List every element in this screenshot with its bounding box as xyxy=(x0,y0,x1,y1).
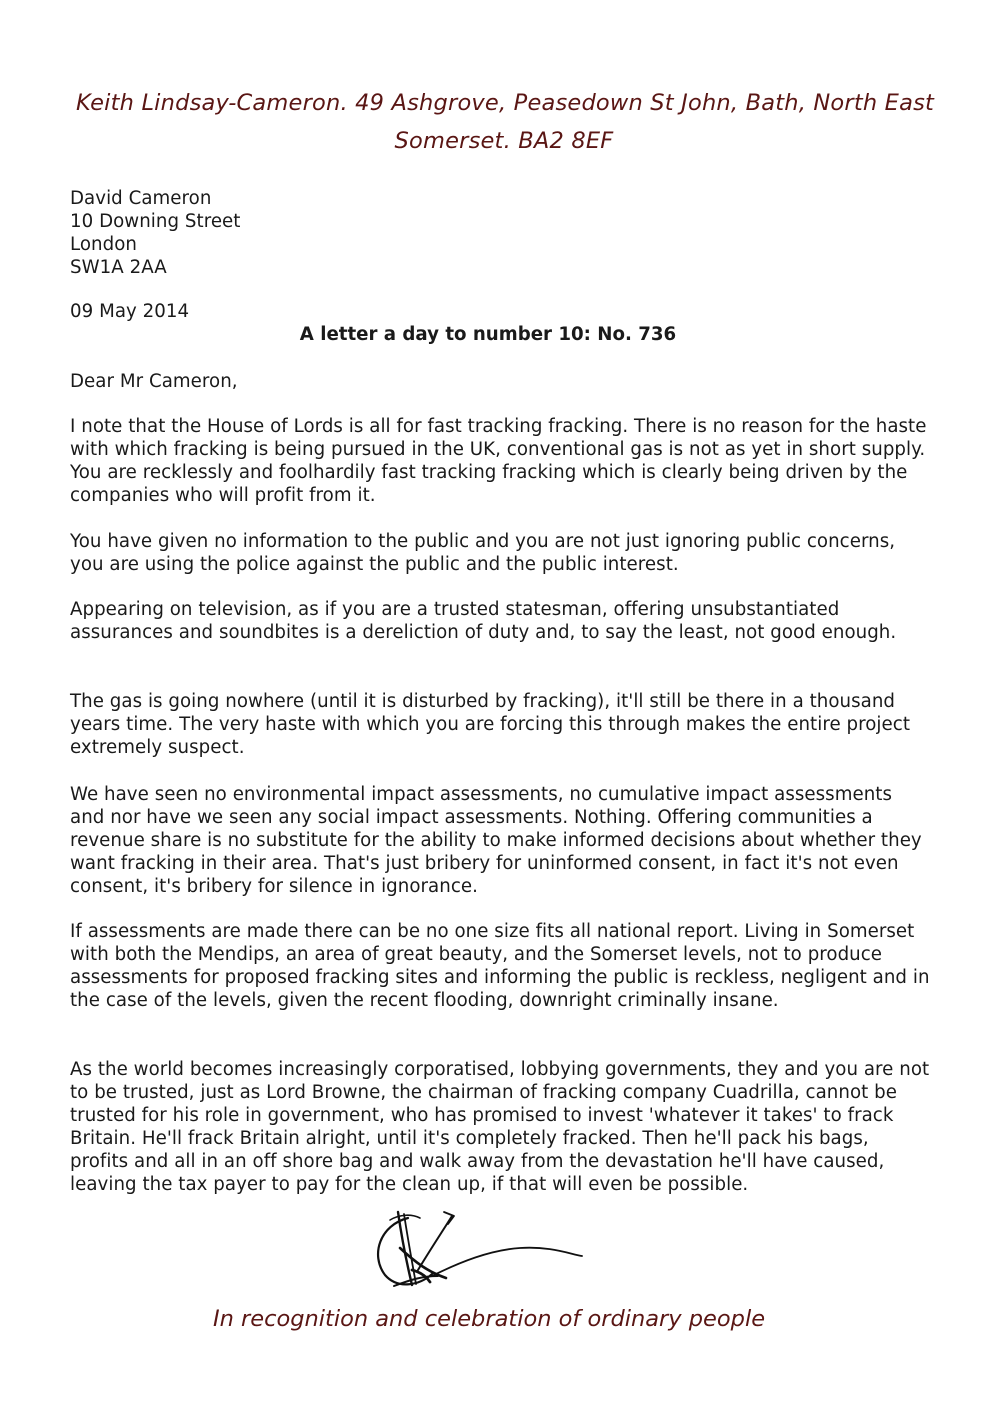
paragraph: Appearing on television, as if you are a trusted statesman, offering unsubstantiated assurances and soundbites is a dereliction of duty and, to say the least, not good enough. xyxy=(70,599,897,643)
footer-tagline xyxy=(0,1300,1000,1338)
handwritten-signature-icon xyxy=(360,1200,600,1300)
letterhead-county-postcode: Somerset. BA2 8EF xyxy=(394,128,614,154)
recipient-street: 10 Downing Street xyxy=(70,211,241,232)
footer-text: In recognition and celebration of ordinary people xyxy=(212,1306,766,1332)
paragraph: As the world becomes increasingly corporatised, lobbying governments, they and you are not to be trusted, just as Lord Browne, the chairman of fracking company Cuadrilla, cannot be trusted for his role in government, who has promised to invest 'whatever it takes' to frack Britain. He'll frack Britain alright, until it's completely fracked. Then he'll pack his bags, profits and all in an off shore bag and walk away from the devastation he'll have caused, leaving the tax payer to pay for the clean up, if that will even be possible. xyxy=(70,1059,930,1195)
letterhead xyxy=(0,84,1000,160)
recipient-postcode: SW1A 2AA xyxy=(70,257,167,278)
paragraph: I note that the House of Lords is all for fast tracking fracking. There is no reason for the haste with which fracking is being pursued in the UK, conventional gas is not as yet in short supply. You are recklessly and foolhardily fast tracking fracking which is clearly being driven by the companies who will profit from it. xyxy=(70,416,927,506)
letterhead-name-address: Keith Lindsay-Cameron. 49 Ashgrove, Peasedown St John, Bath, North East xyxy=(75,90,935,116)
recipient-name: David Cameron xyxy=(70,188,212,209)
recipient-city: London xyxy=(70,234,137,255)
paragraph: We have seen no environmental impact assessments, no cumulative impact assessments and nor have we seen any social impact assessments. Nothing. Offering communities a revenue share is no substitute for the ability to make informed decisions about whether they want fracking in their area. That's just bribery for uninformed consent, in fact it's not even consent, it's bribery for silence in ignorance. xyxy=(70,784,922,897)
paragraph: The gas is going nowhere (until it is disturbed by fracking), it'll still be there in a thousand years time. The very haste with which you are forcing this through makes the entire project extremely suspect. xyxy=(70,691,911,758)
letter-heading: A letter a day to number 10: No. 736 xyxy=(299,324,677,345)
letter-date: 09 May 2014 xyxy=(70,301,190,322)
paragraph: You have given no information to the public and you are not just ignoring public concerns, you are using the police against the public and the public interest. xyxy=(70,531,896,575)
salutation: Dear Mr Cameron, xyxy=(70,371,238,392)
paragraph: If assessments are made there can be no one size fits all national report. Living in Somerset with both the Mendips, an area of great beauty, and the Somerset levels, not to produce assessments for proposed fracking sites and informing the public is reckless, negligent and in the case of the levels, given the recent flooding, downright criminally insane. xyxy=(70,921,930,1011)
recipient-address xyxy=(70,187,930,279)
signature-drawing xyxy=(360,1200,600,1300)
